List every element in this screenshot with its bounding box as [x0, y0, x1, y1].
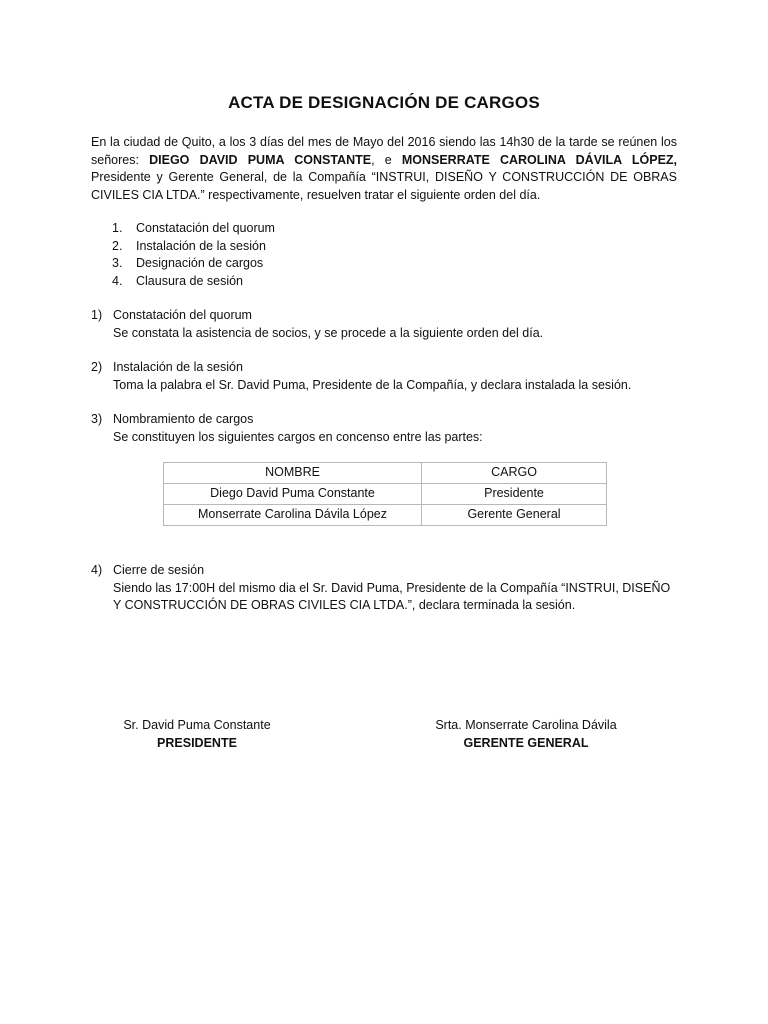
signature-president	[112, 717, 282, 752]
table-cell-position: Presidente	[422, 484, 607, 505]
agenda-item-number: 1.	[112, 221, 123, 235]
agenda-list	[112, 220, 275, 290]
section-appointments	[91, 411, 681, 446]
agenda-item-text: Designación de cargos	[136, 256, 264, 270]
section-number: 2)	[91, 360, 103, 374]
signature-name: Sr. David Puma Constante	[123, 718, 271, 732]
column-header-name: NOMBRE	[164, 463, 422, 484]
table-cell-position: Gerente General	[422, 505, 607, 526]
section-closing	[91, 562, 681, 615]
agenda-item	[112, 255, 275, 273]
table-row	[164, 505, 607, 526]
document-title: ACTA DE DESIGNACIÓN DE CARGOS	[228, 93, 540, 112]
agenda-item	[112, 238, 275, 256]
table-header-row	[164, 463, 607, 484]
signature-general-manager	[428, 717, 624, 752]
section-number: 3)	[91, 412, 103, 426]
section-heading: Instalación de la sesión	[113, 360, 243, 374]
section-number: 1)	[91, 308, 103, 322]
section-heading: Nombramiento de cargos	[113, 412, 254, 426]
table-row	[164, 484, 607, 505]
intro-name-1: DIEGO DAVID PUMA CONSTANTE	[149, 152, 372, 167]
intro-text-3: Presidente y Gerente General, de la Compañía “INSTRUI, DISEÑO Y CONSTRUCCIÓN DE OBRAS CIVILES CIA LTDA.” respectivamente, resuelven tratar el siguiente orden del día.	[91, 170, 677, 202]
column-header-position: CARGO	[422, 463, 607, 484]
intro-text-1: En la ciudad de Quito, a los 3 días del mes de Mayo del 2016 siendo las 14h30 de la tarde se reúnen los señores:	[91, 135, 677, 167]
section-number: 4)	[91, 563, 103, 577]
agenda-item-text: Clausura de sesión	[136, 273, 244, 288]
signature-role: GERENTE GENERAL	[463, 735, 589, 750]
table-cell-name: Monserrate Carolina Dávila López	[164, 505, 422, 526]
intro-name-2: MONSERRATE CAROLINA DÁVILA LÓPEZ,	[401, 152, 678, 167]
signature-role: PRESIDENTE	[157, 735, 237, 750]
section-heading: Cierre de sesión	[113, 563, 205, 577]
section-body: Se constituyen los siguientes cargos en concenso entre las partes:	[113, 429, 483, 444]
agenda-item	[112, 220, 275, 238]
intro-paragraph	[91, 134, 677, 204]
section-quorum	[91, 307, 681, 342]
intro-text-2: , e	[371, 152, 402, 167]
section-body: Se constata la asistencia de socios, y se procede a la siguiente orden del día.	[113, 325, 544, 340]
agenda-item-text: Instalación de la sesión	[136, 238, 266, 253]
section-heading: Constatación del quorum	[113, 308, 252, 322]
agenda-item-number: 4.	[112, 273, 123, 288]
agenda-item-number: 2.	[112, 238, 123, 253]
positions-table	[163, 462, 607, 526]
signature-name: Srta. Monserrate Carolina Dávila	[435, 718, 617, 732]
section-body: Toma la palabra el Sr. David Puma, Presidente de la Compañía, y declara instalada la sesión.	[113, 377, 632, 392]
section-body: Siendo las 17:00H del mismo dia el Sr. David Puma, Presidente de la Compañía “INSTRUI, DISEÑO Y CONSTRUCCIÓN DE OBRAS CIVILES CIA LTDA.”, declara terminada la sesión.	[113, 580, 671, 612]
agenda-item	[112, 273, 275, 291]
agenda-item-number: 3.	[112, 256, 123, 270]
agenda-item-text: Constatación del quorum	[136, 221, 275, 235]
section-installation	[91, 359, 681, 394]
table-cell-name: Diego David Puma Constante	[164, 484, 422, 505]
